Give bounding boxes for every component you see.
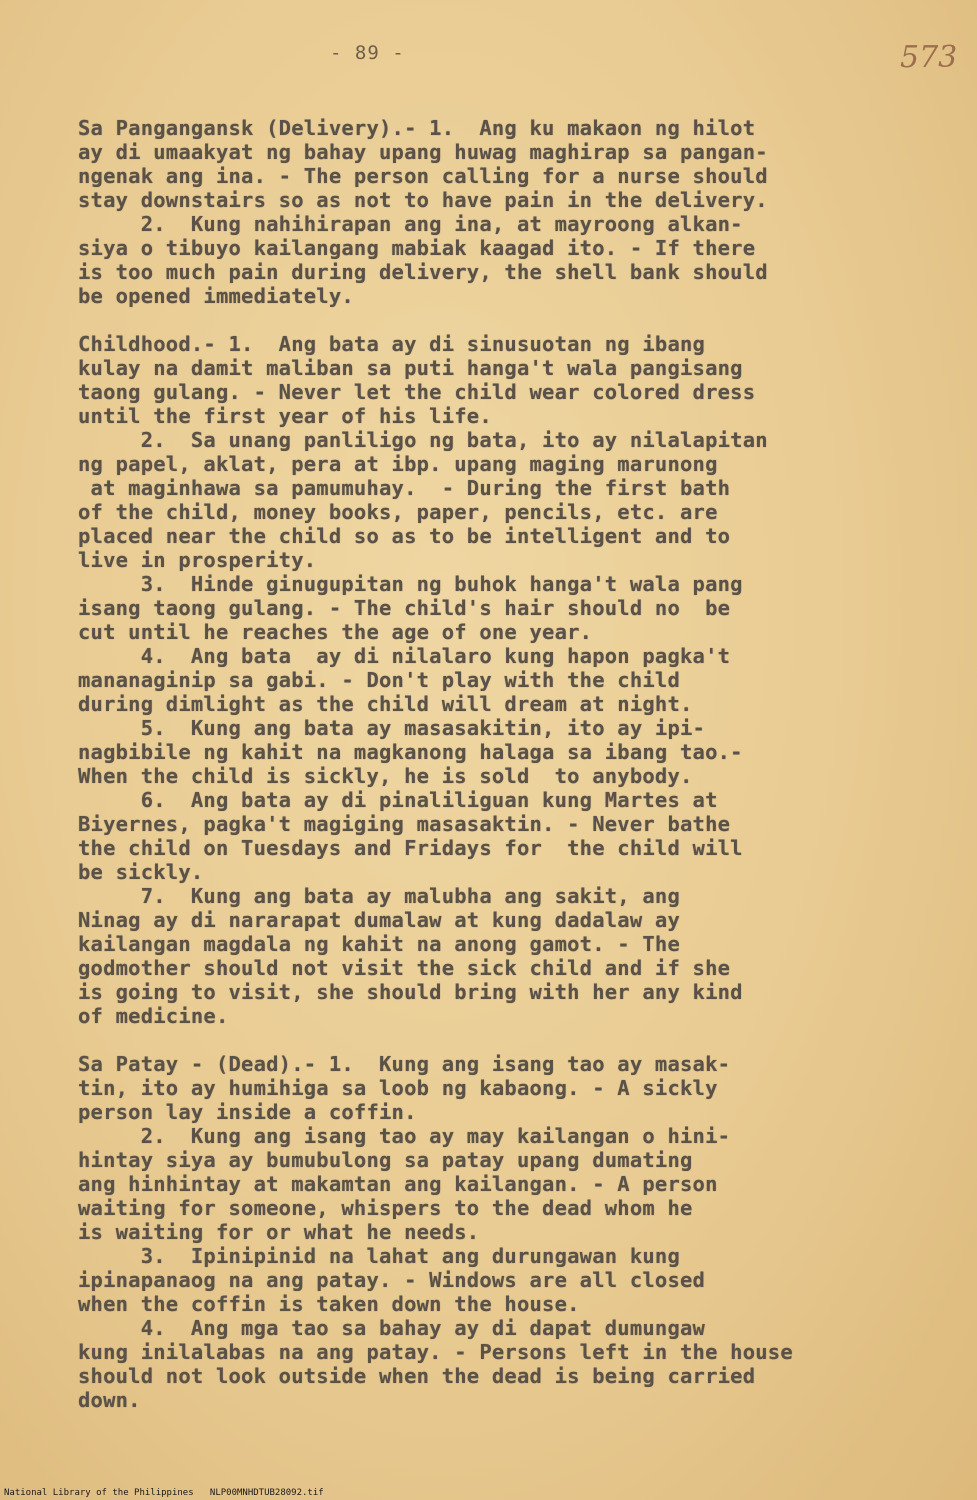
text-line: godmother should not visit the sick child and if she: [78, 956, 731, 980]
text-line: is going to visit, she should bring with her any kind: [78, 980, 743, 1004]
text-line: Ninag ay di nararapat dumalaw at kung dadalaw ay: [78, 908, 681, 932]
page-number: - 89 -: [330, 42, 405, 64]
text-line: ipinapanaog na ang patay. - Windows are all closed: [78, 1268, 706, 1292]
text-line: Sa Patay - (Dead).- 1. Kung ang isang tao ay masak-: [78, 1052, 731, 1076]
text-line: siya o tibuyo kailangang mabiak kaagad ito. - If there: [78, 236, 756, 260]
text-line: ang hinhintay at makamtan ang kailangan. - A person: [78, 1172, 718, 1196]
text-line: 2. Kung ang isang tao ay may kailangan o hini-: [78, 1124, 731, 1148]
text-line: 3. Ipinipinid na lahat ang durungawan kung: [78, 1244, 681, 1268]
text-line: When the child is sickly, he is sold to anybody.: [78, 764, 693, 788]
text-line: down.: [78, 1388, 141, 1412]
paragraph-delivery: [78, 116, 898, 308]
text-line: 7. Kung ang bata ay malubha ang sakit, ang: [78, 884, 681, 908]
handwritten-page-number: 573: [900, 40, 958, 75]
text-line: cut until he reaches the age of one year.: [78, 620, 593, 644]
text-line: stay downstairs so as not to have pain in the delivery.: [78, 188, 768, 212]
paragraph-gap: [78, 1028, 898, 1052]
paragraph-gap: [78, 308, 898, 332]
text-line: kung inilalabas na ang patay. - Persons left in the house: [78, 1340, 793, 1364]
text-line: isang taong gulang. - The child's hair should no be: [78, 596, 731, 620]
text-line: 5. Kung ang bata ay masasakitin, ito ay ipi-: [78, 716, 706, 740]
text-line: ng papel, aklat, pera at ibp. upang maging marunong: [78, 452, 718, 476]
text-line: be sickly.: [78, 860, 204, 884]
text-line: 3. Hinde ginugupitan ng buhok hanga't wala pang: [78, 572, 743, 596]
text-line: nagbibile ng kahit na magkanong halaga sa ibang tao.-: [78, 740, 743, 764]
text-line: of the child, money books, paper, pencils, etc. are: [78, 500, 718, 524]
text-line: mananaginip sa gabi. - Don't play with the child: [78, 668, 681, 692]
text-line: the child on Tuesdays and Fridays for the child will: [78, 836, 743, 860]
text-line: tin, ito ay humihiga sa loob ng kabaong. - A sickly: [78, 1076, 718, 1100]
text-line: at maginhawa sa pamumuhay. - During the first bath: [78, 476, 731, 500]
text-line: placed near the child so as to be intelligent and to: [78, 524, 731, 548]
text-line: kailangan magdala ng kahit na anong gamot. - The: [78, 932, 681, 956]
text-line: is waiting for or what he needs.: [78, 1220, 480, 1244]
text-line: is too much pain during delivery, the shell bank should: [78, 260, 768, 284]
text-line: waiting for someone, whispers to the dead whom he: [78, 1196, 693, 1220]
text-line: 6. Ang bata ay di pinaliliguan kung Martes at: [78, 788, 718, 812]
text-line: kulay na damit maliban sa puti hanga't wala pangisang: [78, 356, 743, 380]
text-line: person lay inside a coffin.: [78, 1100, 417, 1124]
text-line: live in prosperity.: [78, 548, 317, 572]
paragraph-childhood: [78, 332, 898, 1028]
paragraph-dead: [78, 1052, 898, 1412]
text-line: when the coffin is taken down the house.: [78, 1292, 580, 1316]
text-line: be opened immediately.: [78, 284, 354, 308]
text-line: 4. Ang mga tao sa bahay ay di dapat dumungaw: [78, 1316, 706, 1340]
text-line: ay di umaakyat ng bahay upang huwag maghirap sa pangan-: [78, 140, 768, 164]
text-line: of medicine.: [78, 1004, 229, 1028]
text-line: 2. Sa unang panliligo ng bata, ito ay nilalapitan: [78, 428, 768, 452]
text-line: Sa Pangangansk (Delivery).- 1. Ang ku makaon ng hilot: [78, 116, 756, 140]
archive-footer: National Library of the Philippines NLP00MNHDTUB28092.tif: [4, 1488, 324, 1498]
text-line: hintay siya ay bumubulong sa patay upang dumating: [78, 1148, 693, 1172]
text-line: Biyernes, pagka't magiging masasaktin. - Never bathe: [78, 812, 731, 836]
text-line: Childhood.- 1. Ang bata ay di sinusuotan ng ibang: [78, 332, 706, 356]
text-line: 2. Kung nahihirapan ang ina, at mayroong alkan-: [78, 212, 743, 236]
typewritten-body: [78, 116, 898, 1412]
text-line: should not look outside when the dead is being carried: [78, 1364, 756, 1388]
text-line: during dimlight as the child will dream at night.: [78, 692, 693, 716]
text-line: taong gulang. - Never let the child wear colored dress: [78, 380, 756, 404]
text-line: until the first year of his life.: [78, 404, 492, 428]
text-line: ngenak ang ina. - The person calling for a nurse should: [78, 164, 768, 188]
text-line: 4. Ang bata ay di nilalaro kung hapon pagka't: [78, 644, 731, 668]
